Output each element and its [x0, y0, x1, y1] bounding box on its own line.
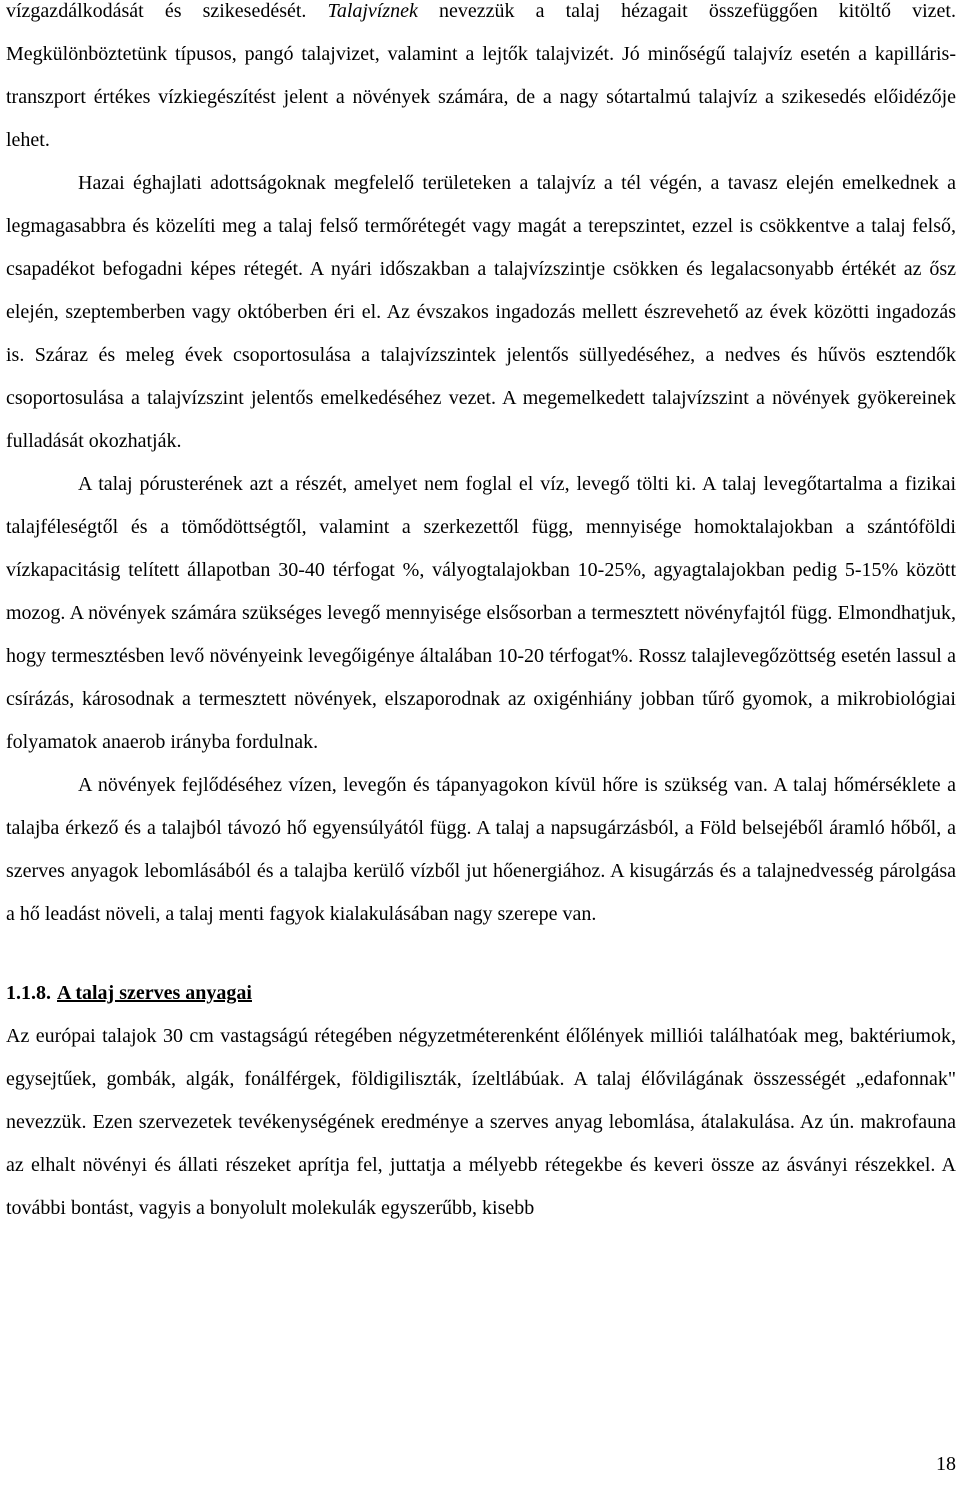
paragraph-groundwater-intro [6, 0, 956, 162]
paragraph-groundwater-fluctuation: Hazai éghajlati adottságoknak megfelelő területeken a talajvíz a tél végén, a tavasz elején emelkednek a legmagasabbra és közelíti meg a talaj felső termőrétegét vagy magát a terepszintet, ezzel is csökkentve a talaj felső, csapadékot befogadni képes rétegét. A nyári időszakban a talajvízszintje csökken és legalacsonyabb értékét az ősz elején, szeptemberben vagy októberben éri el. Az évszakos ingadozás mellett észrevehető az évek közötti ingadozás is. Száraz és meleg évek csoportosulása a talajvízszintek jelentős süllyedéséhez, a nedves és hűvös esztendők csoportosulása a talajvízszint jelentős emelkedéséhez vezet. A megemelkedett talajvízszint a növények gyökereinek fulladását okozhatják. [6, 172, 956, 452]
document-page [6, 0, 956, 1230]
section-heading [6, 972, 956, 1015]
paragraph-soil-air: A talaj pórusterének azt a részét, amelyet nem foglal el víz, levegő tölti ki. A talaj levegőtartalma a fizikai talajféleségtől és a tömődöttségtől, valamint a szerkezettől függ, mennyisége homoktalajokban a szántóföldi vízkapacitásig telített állapotban 30-40 térfogat %, vályogtalajokban 10-25%, agyagtalajokban pedig 5-15% között mozog. A növények számára szükséges levegő mennyisége elsősorban a termesztett növényfajtól függ. Elmondhatjuk, hogy termesztésben levő növényeink levegőigénye általában 10-20 térfogat%. Rossz talajlevegőzöttség esetén lassul a csírázás, károsodnak a termesztett növények, elszaporodnak az oxigénhiány jobban tűrő gyomok, a mikrobiológiai folyamatok anaerob irányba fordulnak. [6, 473, 956, 753]
paragraph-text: vízgazdálkodását és szikesedését. [6, 0, 328, 22]
section-spacer [6, 936, 956, 972]
italic-term: Talajvíznek [327, 0, 418, 22]
paragraph-organic-matter: Az európai talajok 30 cm vastagságú rétegében négyzetméterenként élőlények milliói találhatóak meg, baktériumok, egysejtűek, gombák, algák, fonálférgek, földigiliszták, ízeltlábúak. A talaj élővilágának összességét „edafonnak" nevezzük. Ezen szervezetek tevékenységének eredménye a szerves anyag lebomlása, átalakulása. Az ún. makrofauna az elhalt növényi és állati részeket aprítja fel, juttatja a mélyebb rétegekbe és keveri össze az ásványi részekkel. A további bontást, vagyis a bonyolult molekulák egyszerűbb, kisebb [6, 1025, 956, 1219]
section-number: 1.1.8. [6, 982, 51, 1004]
paragraph-soil-heat: A növények fejlődéséhez vízen, levegőn és tápanyagokon kívül hőre is szükség van. A talaj hőmérséklete a talajba érkező és a talajból távozó hő egyensúlyától függ. A talaj a napsugárzásból, a Föld belsejéből áramló hőből, a szerves anyagok lebomlásából és a talajba kerülő vízből jut hőenergiához. A kisugárzás és a talajnedvesség párolgása a hő leadást növeli, a talaj menti fagyok kialakulásában nagy szerepe van. [6, 774, 956, 925]
paragraph-text: nevezzük a talaj hézagait összefüggően kitöltő vizet. Megkülönböztetünk típusos, pangó talajvizet, valamint a lejtők talajvizét. Jó minőségű talajvíz esetén a kapilláris-transzport értékes vízkiegészítést jelent a növények számára, de a nagy sótartalmú talajvíz a szikesedés előidézője lehet. [6, 0, 956, 151]
section-title: A talaj szerves anyagai [57, 982, 252, 1004]
page-number: 18 [936, 1453, 956, 1475]
